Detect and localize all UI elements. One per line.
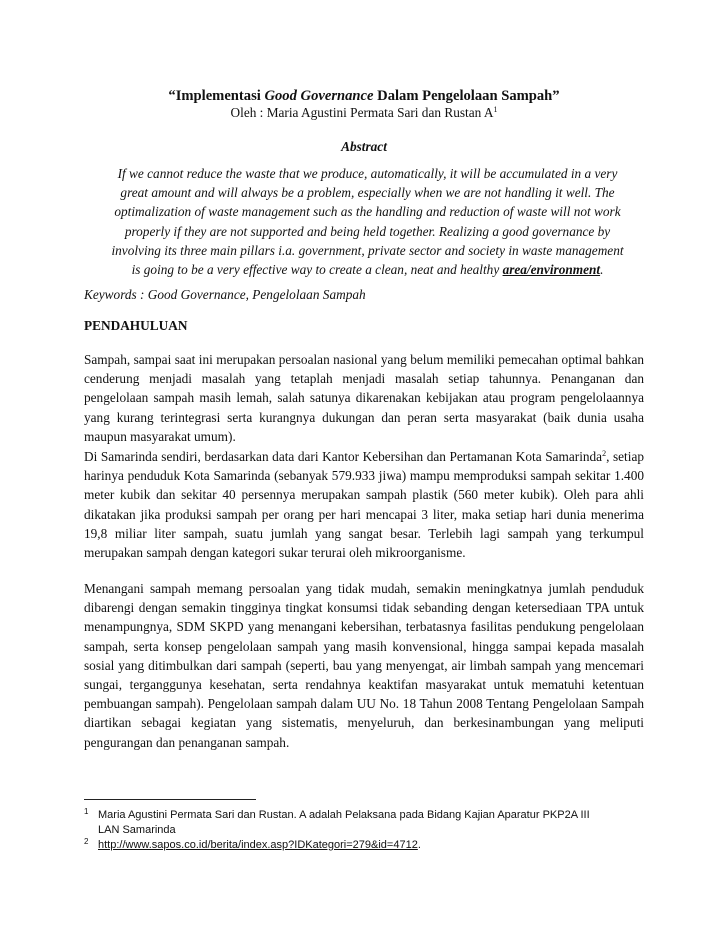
abstract-last-prefix: is going to be a very effective way to create a clean, neat and healthy <box>131 262 503 278</box>
abstract-line: great amount and will always be a problem, especially when we are not handling it well. The <box>120 185 615 201</box>
abstract-line: optimalization of waste management such as the handling and reduction of waste will not work <box>114 204 621 220</box>
footnote-2-link[interactable]: http://www.sapos.co.id/berita/index.asp?IDKategori=279&id=4712 <box>98 839 418 851</box>
author-line <box>0 105 728 121</box>
abstract-heading: Abstract <box>341 139 387 154</box>
keywords-line: Keywords : Good Governance, Pengelolaan Sampah <box>84 287 366 302</box>
abstract-line: properly if they are not supported and being held together. Realizing a good governance by <box>124 223 611 239</box>
abstract-last-bold: area/environment <box>502 262 601 278</box>
footnote-2-content <box>98 838 649 853</box>
footnote-1-line2: LAN Samarinda <box>98 824 176 836</box>
footnote-2-mark: 2 <box>84 837 89 846</box>
paragraph-2-after: , setiap harinya penduduk Kota Samarinda (sebanyak 579.933 jiwa) mampu memproduksi sampah sekitar 1.400 meter kubik dan sekitar 40 persennya merupakan sampah plastik (560 meter kubik). Oleh para ahli dikatakan jika produksi sampah per orang per hari mencapai 3 liter, maka setiap hari dunia menerima 19,8 miliar liter sampah, suatu jumlah yang sangat besar. Terlebih lagi sampah yang terkumpul merupakan sampah dengan kategori sukar terurai oleh mikroorganisme. <box>84 449 644 561</box>
footnote-divider <box>84 799 256 800</box>
footnote-1-line1: Maria Agustini Permata Sari dan Rustan. A adalah Pelaksana pada Bidang Kajian Aparatur PKP2A III <box>98 809 590 821</box>
body-paragraph-1: Sampah, sampai saat ini merupakan persoalan nasional yang belum memiliki pemecahan optimal bahkan cenderung menjadi masalah yang tetaplah menjadi masalah setiap tahunnya. Penanganan dan pengelolaan sampah masih lemah, salah satunya dikarenakan kebijakan atau program pengelolaannya yang kurang terintegrasi serta kurangnya dukungan dan peran serta masyarakat (baik dunia usaha maupun masyarakat umum). <box>84 352 644 444</box>
footnote-2 <box>84 838 649 853</box>
title-prefix: “Implementasi <box>168 88 265 104</box>
abstract-line: If we cannot reduce the waste that we produce, automatically, it will be accumulated in a very <box>117 166 618 181</box>
footnote-2-suffix: . <box>417 839 421 851</box>
abstract-line: involving its three main pillars i.a. government, private sector and society in waste management <box>111 242 624 258</box>
body-paragraph-2 <box>84 447 644 562</box>
paragraph-2-before: Di Samarinda sendiri, berdasarkan data dari Kantor Kebersihan dan Pertamanan Kota Samarinda <box>84 449 603 464</box>
abstract-line <box>85 260 650 279</box>
author-footnote-mark: 1 <box>493 105 498 114</box>
section-heading: PENDAHULUAN <box>84 318 188 333</box>
title-italic: Good Governance <box>264 88 374 104</box>
footnote-1 <box>84 808 649 838</box>
footnotes <box>84 808 649 853</box>
author-text: Oleh : Maria Agustini Permata Sari dan Rustan A <box>230 105 494 120</box>
body-paragraph-3: Menangani sampah memang persoalan yang tidak mudah, semakin meningkatnya jumlah penduduk dibarengi dengan semakin tingginya tingkat konsumsi tidak sebanding dengan ketersediaan TPA untuk menampungnya, SDM SKPD yang menangani kebersihan, terbatasnya fasilitas pendukung pengelolaan sampah, serta konsep pengelolaan sampah yang masih konvensional, hingga sampai kepada masalah sosial yang ditimbulkan dari sampah (seperti, bau yang menyengat, air limbah sampah yang mencemari sungai, terganggunya kesehatan, serta rendahnya keaktifan masyarakat untuk mematuhi ketentuan pembuangan sampah). Pengelolaan sampah dalam UU No. 18 Tahun 2008 Tentang Pengelolaan Sampah diartikan sebagai kegiatan yang sistematis, menyeluruh, dan berkesinambungan yang meliputi pengurangan dan penanganan sampah. <box>84 581 644 750</box>
title-suffix: Dalam Pengelolaan Sampah” <box>373 88 560 104</box>
abstract-body <box>85 164 650 279</box>
paper-title <box>0 88 728 105</box>
abstract-last-suffix: . <box>600 262 604 278</box>
footnote-ref-2: 2 <box>602 449 607 458</box>
footnote-1-mark: 1 <box>84 807 89 816</box>
